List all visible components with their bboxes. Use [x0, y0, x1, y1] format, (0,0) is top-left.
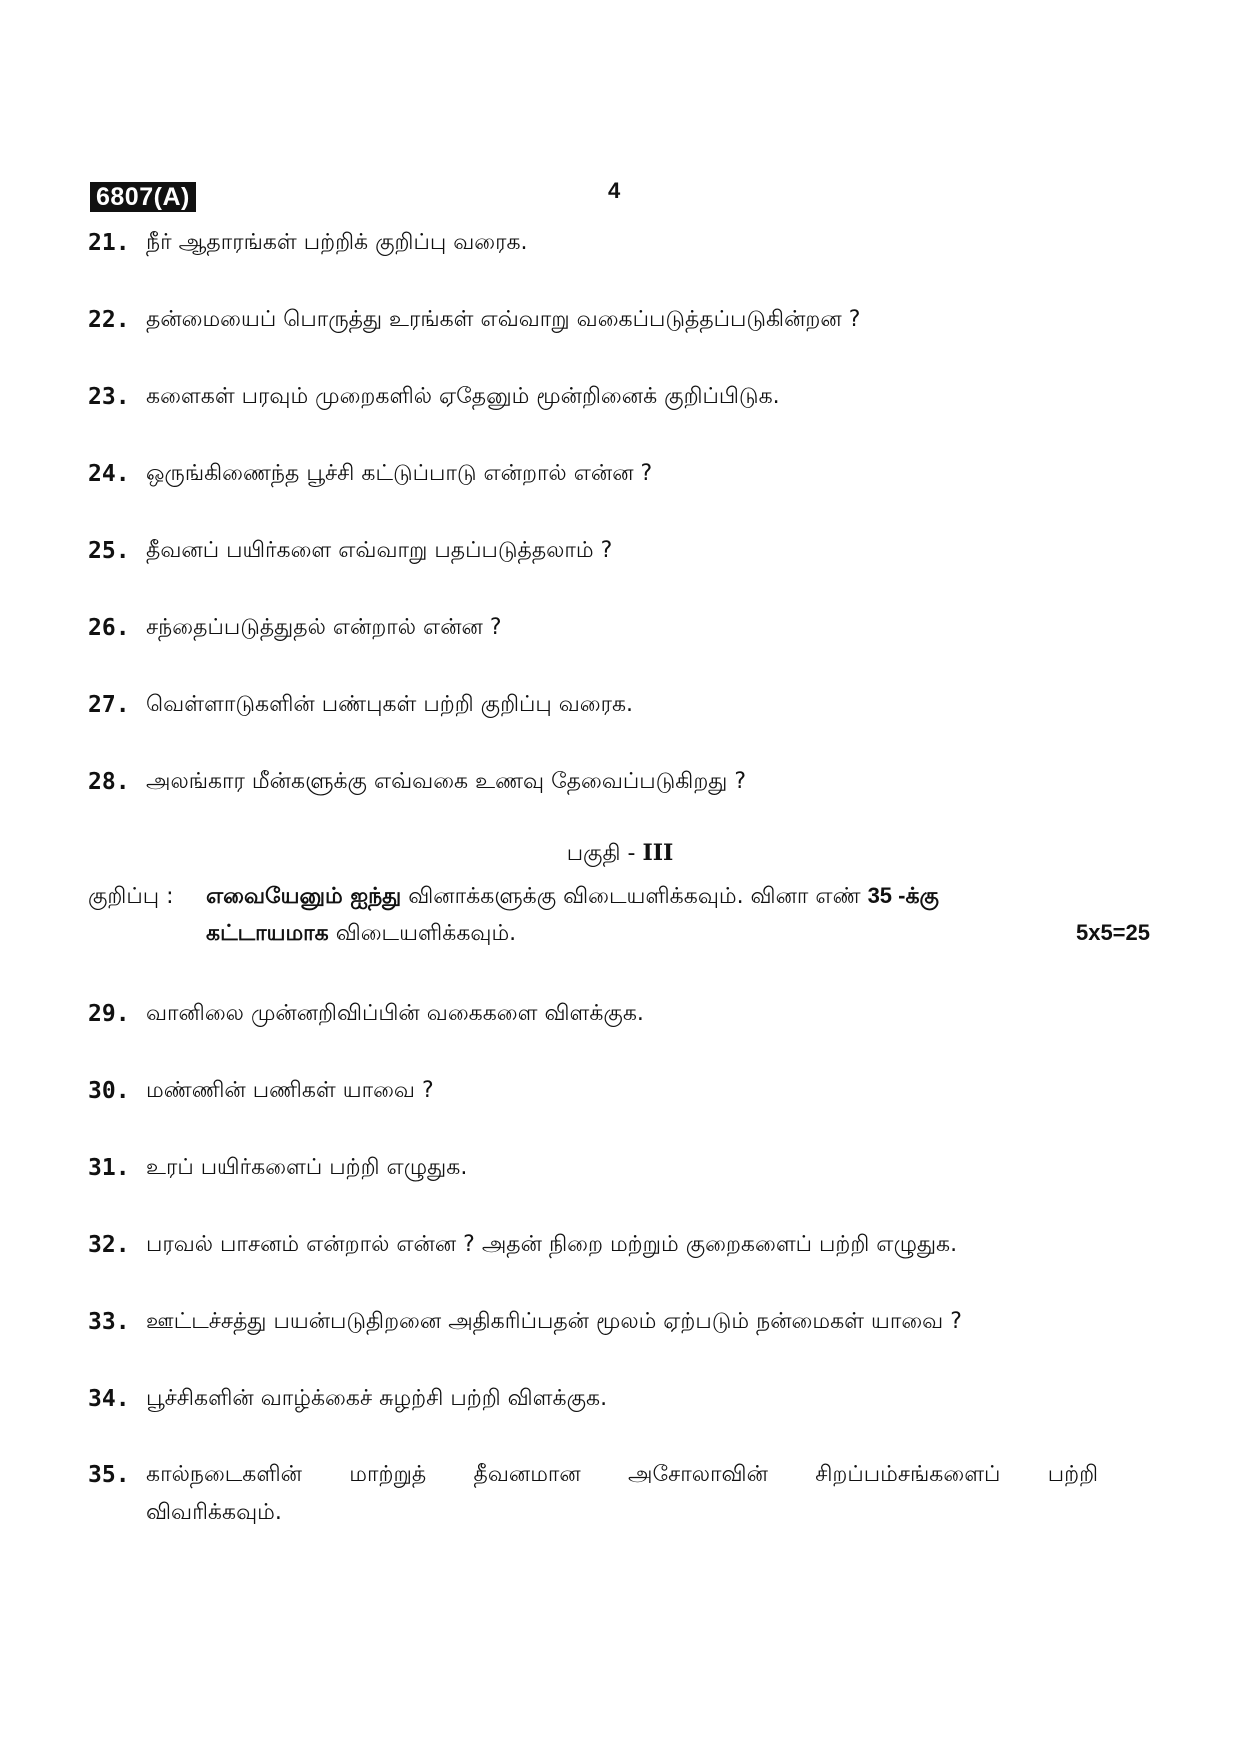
question-text: அலங்கார மீன்களுக்கு எவ்வகை உணவு தேவைப்படுகிறது ? — [146, 769, 747, 794]
question-number: 22. — [88, 307, 130, 333]
question-text: சந்தைப்படுத்துதல் என்றால் என்ன ? — [146, 615, 502, 640]
note-emphasis-compulsory: கட்டாயமாக — [206, 921, 329, 946]
note-emphasis-any-five: எவையேனும் ஐந்து — [206, 884, 402, 909]
question-item — [88, 1149, 1098, 1187]
question-text: தன்மையைப் பொருத்து உரங்கள் எவ்வாறு வகைப்படுத்தப்படுகின்றன ? — [146, 307, 861, 332]
page-number: 4 — [608, 178, 621, 203]
question-text: பரவல் பாசனம் என்றால் என்ன ? அதன் நிறை மற்றும் குறைகளைப் பற்றி எழுதுக. — [146, 1232, 958, 1257]
paper-code: 6807(A) — [90, 182, 196, 212]
note-compulsory-question: 35 -க்கு — [867, 883, 939, 908]
question-number: 29. — [88, 1001, 130, 1027]
question-item — [88, 763, 1098, 801]
question-number: 28. — [88, 769, 130, 795]
question-item — [88, 301, 1098, 339]
question-text-line-1: கால்நடைகளின் மாற்றுத் தீவனமான அசோலாவின் சிறப்பம்சங்களைப் பற்றி — [146, 1462, 1098, 1487]
question-number: 27. — [88, 692, 130, 718]
question-item — [88, 1456, 1098, 1532]
question-text-line-2: விவரிக்கவும். — [146, 1500, 282, 1525]
question-item — [88, 686, 1098, 724]
question-item — [88, 1303, 1098, 1341]
question-text: நீர் ஆதாரங்கள் பற்றிக் குறிப்பு வரைக. — [146, 230, 528, 255]
question-text: ஒருங்கிணைந்த பூச்சி கட்டுப்பாடு என்றால் என்ன ? — [146, 461, 653, 486]
question-number: 24. — [88, 461, 130, 487]
question-item — [88, 1072, 1098, 1110]
question-text: பூச்சிகளின் வாழ்க்கைச் சுழற்சி பற்றி விளக்குக. — [146, 1386, 608, 1411]
question-number: 31. — [88, 1155, 130, 1181]
question-number: 32. — [88, 1232, 130, 1258]
question-item — [88, 1226, 1098, 1264]
section-title — [0, 840, 1240, 869]
question-number: 23. — [88, 384, 130, 410]
question-number: 21. — [88, 230, 130, 256]
question-text: மண்ணின் பணிகள் யாவை ? — [146, 1078, 434, 1103]
question-number: 34. — [88, 1386, 130, 1412]
question-number: 30. — [88, 1078, 130, 1104]
section-title-prefix: பகுதி - — [566, 841, 643, 866]
question-item — [88, 995, 1098, 1033]
question-item — [88, 378, 1098, 416]
question-item — [88, 1380, 1098, 1418]
question-text: வெள்ளாடுகளின் பண்புகள் பற்றி குறிப்பு வரைக. — [146, 692, 634, 717]
question-text: தீவனப் பயிர்களை எவ்வாறு பதப்படுத்தலாம் ? — [146, 538, 613, 563]
note-line-2 — [206, 916, 1076, 952]
note-line-1 — [206, 878, 1150, 915]
question-number: 33. — [88, 1309, 130, 1335]
question-item — [88, 609, 1098, 647]
section-instructions — [88, 878, 1150, 952]
section-title-roman: III — [642, 840, 674, 866]
question-text: உரப் பயிர்களைப் பற்றி எழுதுக. — [146, 1155, 468, 1180]
question-item — [88, 224, 1098, 262]
question-item — [88, 532, 1098, 570]
question-number: 35. — [88, 1462, 130, 1488]
note-text-1: வினாக்களுக்கு விடையளிக்கவும். வினா எண் — [401, 884, 868, 909]
question-number: 25. — [88, 538, 130, 564]
question-text: களைகள் பரவும் முறைகளில் ஏதேனும் மூன்றினைக் குறிப்பிடுக. — [146, 384, 780, 409]
question-item — [88, 455, 1098, 493]
question-text: ஊட்டச்சத்து பயன்படுதிறனை அதிகரிப்பதன் மூலம் ஏற்படும் நன்மைகள் யாவை ? — [146, 1309, 962, 1334]
question-text: வானிலை முன்னறிவிப்பின் வகைகளை விளக்குக. — [146, 1001, 644, 1026]
note-text-2: விடையளிக்கவும். — [328, 921, 517, 946]
note-label: குறிப்பு : — [88, 884, 174, 909]
marks-allocation: 5x5=25 — [1075, 920, 1150, 945]
question-text — [146, 1456, 1098, 1532]
question-number: 26. — [88, 615, 130, 641]
